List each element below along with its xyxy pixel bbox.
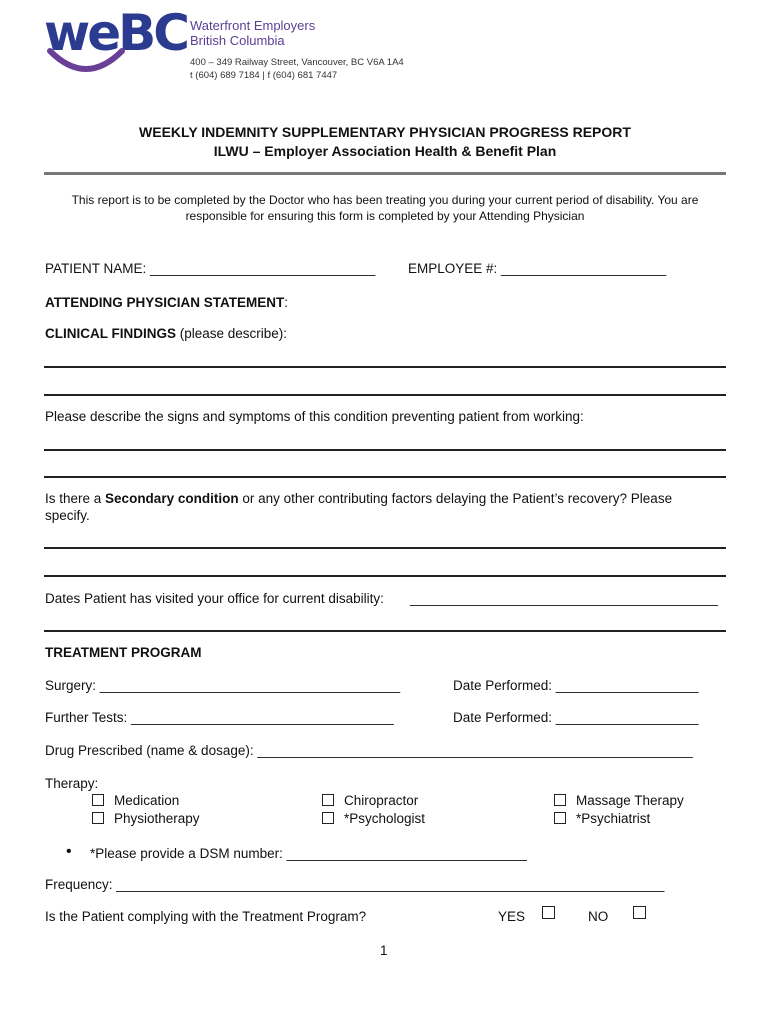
massage-checkbox[interactable]: [554, 794, 566, 806]
therapy-label: Therapy:: [45, 776, 99, 791]
secondary-condition-line-1[interactable]: [44, 547, 726, 549]
secondary-condition-label-line2: specify.: [45, 508, 90, 523]
physiotherapy-checkbox[interactable]: [92, 812, 104, 824]
org-address: [190, 56, 404, 82]
secondary-post: or any other contributing factors delaying the Patient’s recovery? Please: [238, 491, 673, 506]
no-checkbox[interactable]: [633, 906, 646, 922]
title-divider: [44, 172, 726, 175]
psychiatrist-checkbox[interactable]: [554, 812, 566, 824]
signs-symptoms-line-1[interactable]: [44, 449, 726, 451]
signs-symptoms-label: Please describe the signs and symptoms of this condition preventing patient from working:: [45, 409, 584, 424]
chiropractor-label: Chiropractor: [344, 793, 419, 808]
clinical-findings-line-2[interactable]: [44, 394, 726, 396]
clinical-findings-heading: CLINICAL FINDINGS: [45, 326, 176, 341]
medication-label: Medication: [114, 793, 180, 808]
dsm-number-field[interactable]: *Please provide a DSM number: ________________________________: [90, 846, 527, 861]
bullet-icon: •: [66, 843, 72, 860]
dates-visited-field[interactable]: _________________________________________: [410, 591, 718, 606]
psychologist-checkbox[interactable]: [322, 812, 334, 824]
patient-name-field[interactable]: PATIENT NAME: ______________________________: [45, 261, 376, 276]
employee-number-field[interactable]: EMPLOYEE #: ______________________: [408, 261, 667, 276]
therapy-option-massage[interactable]: [554, 793, 684, 808]
address: 400 – 349 Railway Street, Vancouver, BC V6A 1A4: [190, 57, 404, 68]
physiotherapy-label: Physiotherapy: [114, 811, 200, 826]
report-subtitle: ILWU – Employer Association Health & Benefit Plan: [213, 143, 557, 159]
clinical-findings-hint: (please describe):: [176, 326, 288, 341]
medication-checkbox[interactable]: [92, 794, 104, 806]
therapy-option-psychiatrist[interactable]: [554, 811, 650, 826]
clinical-findings-line-1[interactable]: [44, 366, 726, 368]
psychologist-label: *Psychologist: [344, 811, 426, 826]
yes-checkbox[interactable]: [542, 906, 555, 922]
massage-label: Massage Therapy: [576, 793, 684, 808]
complying-question: Is the Patient complying with the Treatment Program?: [45, 909, 367, 924]
signs-symptoms-line-2[interactable]: [44, 476, 726, 478]
secondary-condition-label: [45, 491, 672, 506]
logo-smile-icon: [46, 47, 126, 77]
therapy-option-chiropractor[interactable]: [322, 793, 418, 808]
org-name: [190, 18, 315, 48]
further-tests-field[interactable]: Further Tests: ___________________________________: [45, 710, 394, 725]
drug-prescribed-field[interactable]: Drug Prescribed (name & dosage): __________________________________________________________: [45, 743, 693, 758]
therapy-option-psychologist[interactable]: [322, 811, 425, 826]
dates-visited-line[interactable]: [44, 630, 726, 632]
yes-label: YES: [498, 909, 526, 924]
physician-statement-text: ATTENDING PHYSICIAN STATEMENT: [45, 295, 285, 310]
clinical-findings-label: [45, 326, 287, 341]
report-title: WEEKLY INDEMNITY SUPPLEMENTARY PHYSICIAN PROGRESS REPORT: [139, 124, 631, 140]
intro-text: [40, 192, 730, 224]
physician-statement-colon: :: [284, 295, 289, 310]
frequency-field[interactable]: Frequency: _________________________________________________________________________: [45, 877, 665, 892]
org-line1: Waterfront Employers: [190, 18, 316, 33]
treatment-program-heading: TREATMENT PROGRAM: [45, 645, 202, 660]
logo-text-bc: BC: [118, 4, 187, 62]
logo-text-we: we: [44, 4, 119, 62]
surgery-field[interactable]: Surgery: ________________________________________: [45, 678, 401, 693]
tests-date-field[interactable]: Date Performed: ___________________: [453, 710, 699, 725]
intro-line1: This report is to be completed by the Doctor who has been treating you during your current period of disability. You are: [71, 193, 699, 207]
secondary-condition-line-2[interactable]: [44, 575, 726, 577]
therapy-option-physiotherapy[interactable]: [92, 811, 200, 826]
dates-visited-label: Dates Patient has visited your office for current disability:: [45, 591, 384, 606]
therapy-option-medication[interactable]: [92, 793, 179, 808]
phone-fax: t (604) 689 7184 | f (604) 681 7447: [190, 70, 338, 81]
psychiatrist-label: *Psychiatrist: [576, 811, 651, 826]
surgery-date-field[interactable]: Date Performed: ___________________: [453, 678, 699, 693]
physician-statement-heading: [45, 295, 288, 310]
secondary-pre: Is there a: [45, 491, 106, 506]
secondary-bold: Secondary condition: [105, 491, 239, 506]
page-number: 1: [380, 943, 388, 958]
chiropractor-checkbox[interactable]: [322, 794, 334, 806]
org-line2: British Columbia: [190, 33, 285, 48]
no-label: NO: [588, 909, 609, 924]
intro-line2: responsible for ensuring this form is completed by your Attending Physician: [185, 209, 585, 223]
